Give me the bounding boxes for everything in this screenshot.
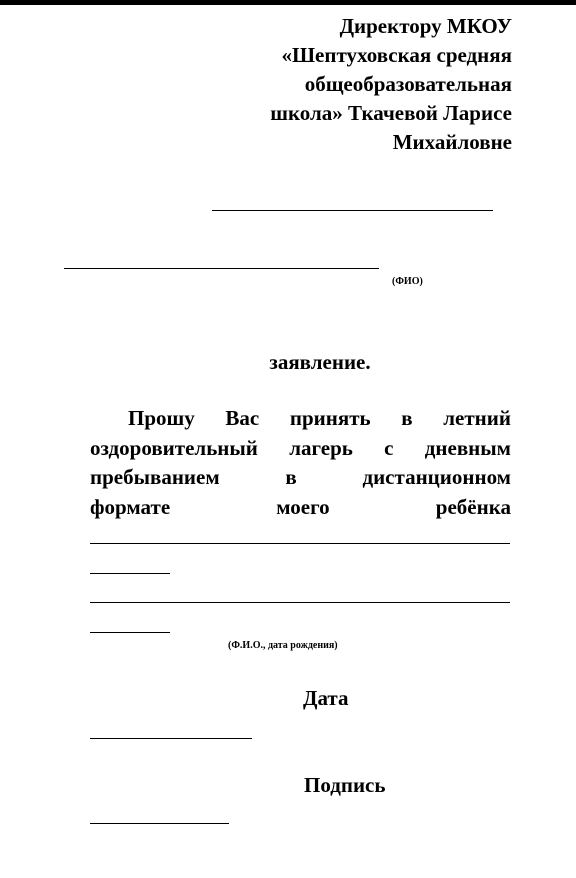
- body-line: Прошу Вас принять в летний: [128, 406, 511, 430]
- fio-caption: (ФИО): [392, 276, 423, 287]
- child-name-blank-line-short: [90, 573, 170, 574]
- child-birth-blank-line: [90, 602, 510, 603]
- addressee-line: общеобразовательная: [304, 72, 512, 96]
- child-birth-blank-line-short: [90, 632, 170, 633]
- body-line: пребыванием в дистанционном: [90, 465, 511, 489]
- addressee-line: Михайловне: [392, 130, 512, 154]
- sender-blank-line: [212, 210, 493, 211]
- statement-body: [90, 404, 511, 522]
- body-line: оздоровительный лагерь с дневным: [90, 435, 511, 460]
- addressee-line: школа» Ткачевой Ларисе: [270, 101, 512, 125]
- addressee-line: Директору МКОУ: [339, 14, 512, 38]
- child-caption: (Ф.И.О., дата рождения): [228, 640, 338, 651]
- document-title: заявление.: [269, 350, 371, 374]
- child-name-blank-line: [90, 543, 510, 544]
- date-blank-line: [90, 738, 252, 739]
- body-line: формате моего ребёнка: [90, 494, 511, 519]
- top-border: [0, 0, 576, 5]
- signature-label: Подпись: [304, 773, 386, 797]
- fio-blank-line: [64, 268, 379, 269]
- date-label: Дата: [303, 686, 349, 710]
- addressee-line: «Шептуховская средняя: [281, 43, 512, 67]
- addressee-block: [212, 12, 512, 157]
- signature-blank-line: [90, 823, 229, 824]
